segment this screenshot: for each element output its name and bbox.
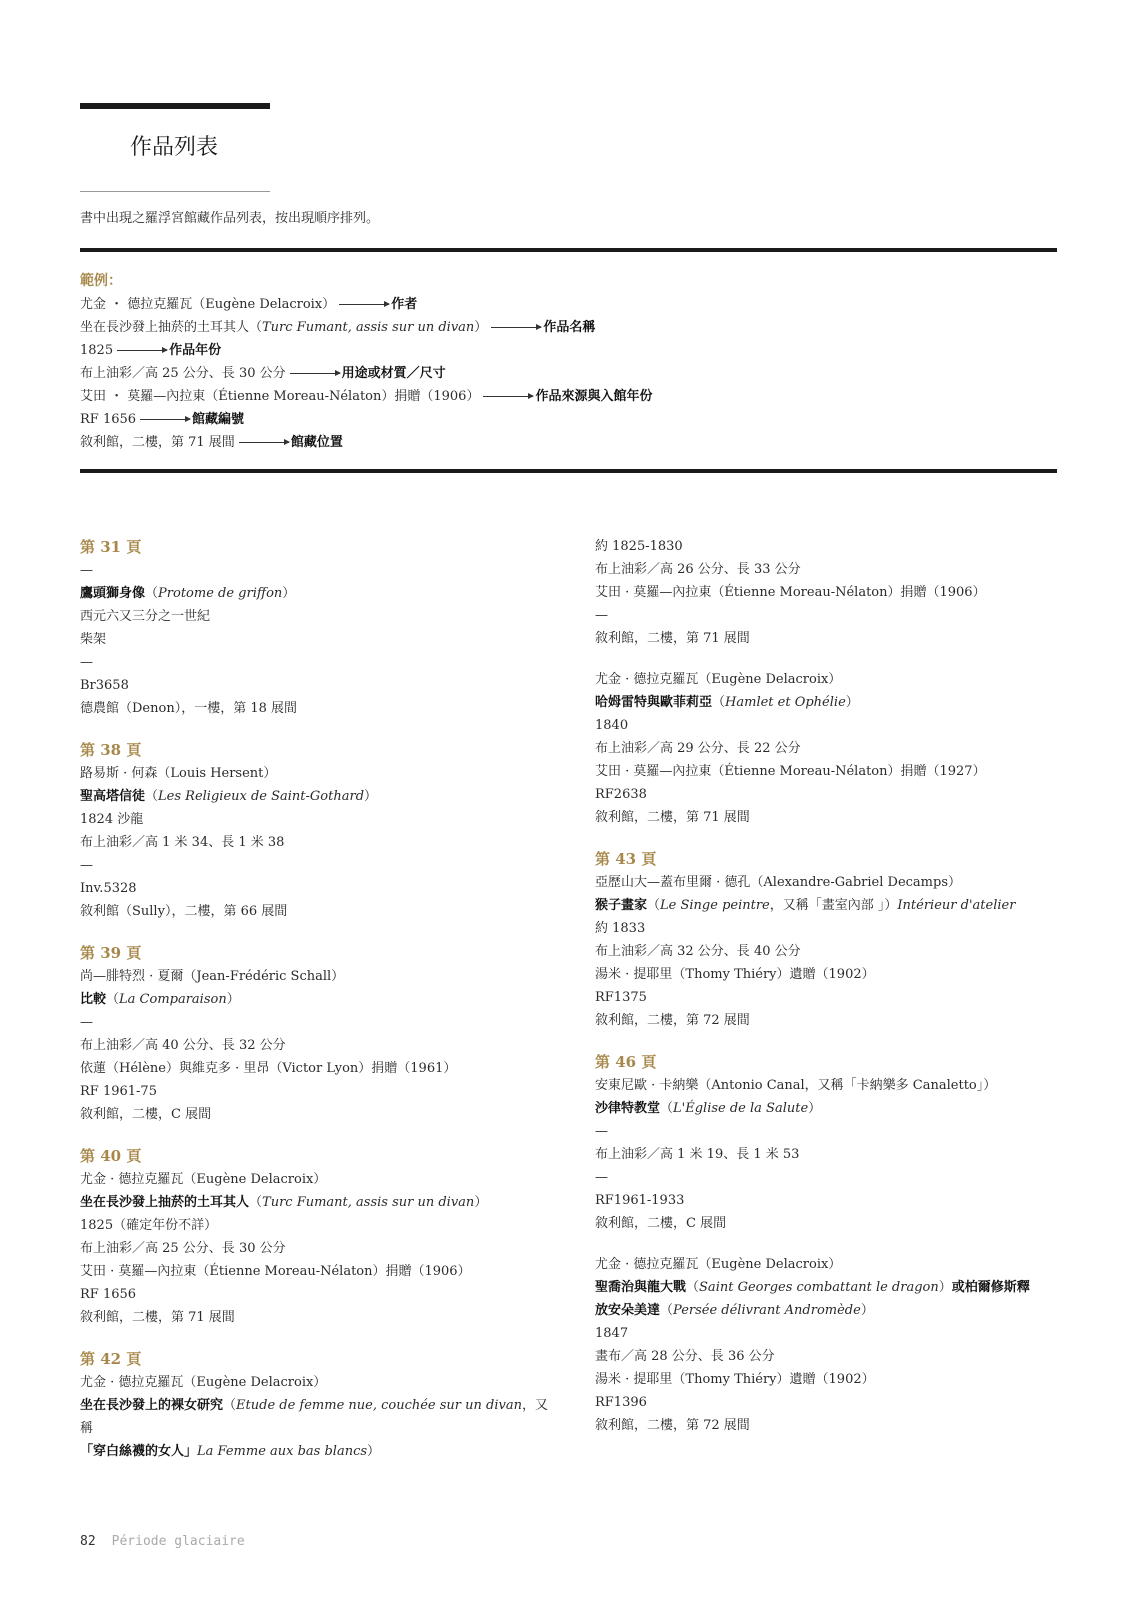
entry-line: RF 1961-75 — [80, 1084, 157, 1099]
legend-value: 布上油彩／高 25 公分、長 30 公分 — [80, 366, 286, 381]
legend-label: 用途或材質／尺寸 — [341, 366, 446, 381]
page-title: 作品列表 — [130, 135, 219, 160]
artwork-title: 比較 — [80, 992, 107, 1007]
catalog-entry — [80, 1144, 550, 1329]
legend-value: RF 1656 — [80, 412, 137, 427]
legend-row — [80, 339, 652, 362]
artwork-original-title: Hamlet et Ophélie — [725, 695, 846, 710]
entry-line: 布上油彩／高 32 公分、長 40 公分 — [595, 944, 801, 959]
artwork-original-title: Turc Fumant, assis sur un divan — [262, 1195, 475, 1210]
entry-line: 德農館（Denon），一樓，第 18 展間 — [80, 701, 297, 716]
artwork-title: 或柏爾修斯釋放安朵美達 — [595, 1280, 1030, 1318]
right-column — [595, 535, 1035, 1455]
punctuation: ） — [845, 695, 859, 710]
punctuation: （ — [249, 1195, 263, 1210]
legend-bottom-rule — [80, 469, 1057, 473]
catalog-entry — [80, 941, 550, 1126]
legend-label: 作品名稱 — [543, 320, 596, 335]
catalog-entry — [595, 1050, 1035, 1235]
entry-line: 敘利館，二樓，第 72 展間 — [595, 1418, 750, 1433]
catalog-entry — [595, 847, 1035, 1032]
title-underline — [80, 191, 270, 192]
entry-line: 布上油彩／高 1 米 19、長 1 米 53 — [595, 1147, 800, 1162]
entry-line: 艾田 · 莫羅—內拉東（Étienne Moreau-Nélaton）捐贈（1927） — [595, 764, 986, 779]
legend-arrow-icon — [491, 327, 541, 328]
legend-arrow-icon — [290, 373, 340, 374]
entry-line — [80, 582, 550, 605]
entry-line — [80, 988, 550, 1011]
catalog-entry — [595, 668, 1035, 829]
entry-line: 布上油彩／高 1 米 34、長 1 米 38 — [80, 835, 285, 850]
legend-arrow-icon — [483, 396, 533, 397]
artwork-original-title: Protome de griffon — [158, 586, 283, 601]
artwork-original-title: Persée délivrant Andromède — [673, 1303, 861, 1318]
entry-line: 敘利館，二樓，C 展間 — [595, 1216, 727, 1231]
punctuation: （ — [106, 992, 120, 1007]
entry-line: — — [80, 655, 93, 670]
legend-value: 敘利館，二樓，第 71 展間 — [80, 435, 235, 450]
artwork-original-title: Saint Georges combattant le dragon — [699, 1280, 939, 1295]
page-reference: 第 38 頁 — [80, 741, 142, 759]
artwork-title: 「穿白絲襪的女人」 — [80, 1444, 198, 1459]
entry-line: 西元六又三分之一世紀 — [80, 609, 211, 624]
entry-line: — — [80, 1015, 93, 1030]
entry-line: 1825（確定年份不詳） — [80, 1218, 218, 1233]
legend-row — [80, 316, 652, 339]
entry-line: 敘利館，二樓，C 展間 — [80, 1107, 212, 1122]
intro-text: 書中出現之羅浮宮館藏作品列表，按出現順序排列。 — [80, 211, 380, 226]
punctuation: （ — [686, 1280, 700, 1295]
page-reference: 第 31 頁 — [80, 538, 142, 556]
catalog-entry — [595, 1253, 1035, 1437]
legend-arrow-icon — [117, 350, 167, 351]
catalog-entry — [595, 535, 1035, 650]
entry-line: 依蓮（Hélène）與維克多 · 里昂（Victor Lyon）捐贈（1961） — [80, 1061, 457, 1076]
page-number: 82 — [80, 1534, 96, 1549]
entry-line: 布上油彩／高 25 公分、長 30 公分 — [80, 1241, 286, 1256]
legend-value: 艾田 ・ 莫羅—內拉東（Étienne Moreau-Nélaton）捐贈（1906） — [80, 389, 480, 404]
legend-label: 作者 — [391, 297, 418, 312]
legend-label: 作品年份 — [169, 343, 222, 358]
entry-line: 尤金 · 德拉克羅瓦（Eugène Delacroix） — [595, 1257, 842, 1272]
punctuation: 」） — [877, 898, 898, 913]
punctuation: （ — [712, 695, 726, 710]
entry-line: 湯米 · 提耶里（Thomy Thiéry）遺贈（1902） — [595, 967, 875, 982]
legend-value-suffix: ） — [474, 320, 488, 335]
catalog-entry — [80, 738, 550, 923]
entry-line: 艾田 · 莫羅—內拉東（Étienne Moreau-Nélaton）捐贈（1906） — [80, 1264, 471, 1279]
footer-title: Période glaciaire — [111, 1534, 245, 1549]
entry-line: 1840 — [595, 718, 629, 733]
artwork-title: 哈姆雷特與歐菲莉亞 — [595, 695, 713, 710]
punctuation: ） — [364, 789, 378, 804]
page-reference: 第 43 頁 — [595, 850, 657, 868]
punctuation: （ — [145, 789, 159, 804]
entry-line: RF1961-1933 — [595, 1193, 685, 1208]
punctuation: ） — [367, 1444, 381, 1459]
punctuation: ） — [808, 1101, 822, 1116]
punctuation: （ — [223, 1398, 237, 1413]
legend-label: 作品來源與入館年份 — [535, 389, 653, 404]
legend-value: 坐在長沙發上抽菸的土耳其人（ — [80, 320, 263, 335]
legend-row — [80, 362, 652, 385]
artwork-original-title: La Femme aux bas blancs — [197, 1444, 368, 1459]
entry-line: Br3658 — [80, 678, 129, 693]
punctuation: ） — [226, 992, 240, 1007]
page-reference: 第 39 頁 — [80, 944, 142, 962]
legend-arrow-icon — [339, 304, 389, 305]
entry-line: Inv.5328 — [80, 881, 137, 896]
punctuation: ） — [474, 1195, 488, 1210]
entry-line: 敘利館（Sully），二樓，第 66 展間 — [80, 904, 288, 919]
page-footer — [80, 1534, 245, 1549]
entry-line: 湯米 · 提耶里（Thomy Thiéry）遺贈（1902） — [595, 1372, 875, 1387]
entry-line: 約 1833 — [595, 921, 646, 936]
artwork-title: 聖高塔信徒 — [80, 789, 146, 804]
artwork-title: 猴子畫家 — [595, 898, 648, 913]
artwork-original-title: Intérieur d'atelier — [897, 898, 1016, 913]
punctuation: ） — [860, 1303, 874, 1318]
entry-line: 尚—腓特烈 · 夏爾（Jean-Frédéric Schall） — [80, 969, 345, 984]
legend-top-rule — [80, 248, 1057, 252]
entry-line: 路易斯 · 何森（Louis Hersent） — [80, 766, 277, 781]
entry-line: RF2638 — [595, 787, 647, 802]
entry-line: 布上油彩／高 29 公分、長 22 公分 — [595, 741, 801, 756]
entry-line: 布上油彩／高 26 公分、長 33 公分 — [595, 562, 801, 577]
legend-block — [80, 270, 652, 454]
entry-line — [595, 691, 1035, 714]
legend-arrow-icon — [239, 442, 289, 443]
entry-line: — — [595, 1124, 608, 1139]
page-reference: 第 42 頁 — [80, 1350, 142, 1368]
left-column — [80, 535, 550, 1481]
legend-row — [80, 408, 652, 431]
entry-line: RF 1656 — [80, 1287, 137, 1302]
legend-label: 館藏編號 — [192, 412, 245, 427]
entry-line: — — [80, 858, 93, 873]
punctuation: ，又稱「畫室內部 — [769, 898, 878, 913]
legend-row — [80, 385, 652, 408]
entry-line: 亞歷山大—蓋布里爾 · 德孔（Alexandre-Gabriel Decamps） — [595, 875, 961, 890]
artwork-original-title: La Comparaison — [119, 992, 227, 1007]
legend-arrow-icon — [140, 419, 190, 420]
legend-value: 尤金 ・ 德拉克羅瓦（Eugène Delacroix） — [80, 297, 336, 312]
entry-line: 尤金 · 德拉克羅瓦（Eugène Delacroix） — [80, 1172, 327, 1187]
page-reference: 第 46 頁 — [595, 1053, 657, 1071]
entry-line — [80, 1394, 550, 1440]
legend-rows — [80, 293, 652, 454]
title-top-bar — [80, 103, 270, 109]
legend-value: 1825 — [80, 343, 114, 358]
entry-line: 敘利館，二樓，第 71 展間 — [595, 631, 750, 646]
punctuation: ） — [282, 586, 296, 601]
legend-label: 館藏位置 — [290, 435, 343, 450]
entry-line: 敘利館，二樓，第 71 展間 — [595, 810, 750, 825]
entry-line: 柴架 — [80, 632, 107, 647]
punctuation: ） — [938, 1280, 952, 1295]
entry-line: 安東尼歐 · 卡納樂（Antonio Canal，又稱「卡納樂多 Canaletto」） — [595, 1078, 997, 1093]
entry-line: 敘利館，二樓，第 72 展間 — [595, 1013, 750, 1028]
punctuation: （ — [145, 586, 159, 601]
entry-line — [80, 1440, 550, 1463]
punctuation: （ — [647, 898, 661, 913]
entry-line — [595, 1276, 1035, 1322]
entry-line — [595, 1097, 1035, 1120]
entry-line: 尤金 · 德拉克羅瓦（Eugène Delacroix） — [595, 672, 842, 687]
punctuation: （ — [660, 1303, 674, 1318]
entry-line: — — [80, 563, 93, 578]
entry-line: 敘利館，二樓，第 71 展間 — [80, 1310, 235, 1325]
legend-value-italic: Turc Fumant, assis sur un divan — [262, 320, 475, 335]
entry-line: 約 1825-1830 — [595, 539, 683, 554]
entry-line — [80, 785, 550, 808]
entry-line — [595, 894, 1035, 917]
artwork-original-title: Le Singe peintre — [660, 898, 770, 913]
catalog-entry — [80, 1347, 550, 1463]
entry-line: 畫布／高 28 公分、長 36 公分 — [595, 1349, 775, 1364]
entry-line: 1824 沙龍 — [80, 812, 144, 827]
artwork-title: 坐在長沙發上的裸女研究 — [80, 1398, 224, 1413]
entry-line: 艾田 · 莫羅—內拉東（Étienne Moreau-Nélaton）捐贈（1906） — [595, 585, 986, 600]
artwork-original-title: L'Église de la Salute — [673, 1101, 809, 1116]
punctuation: ，又稱 — [80, 1398, 548, 1436]
artwork-title: 坐在長沙發上抽菸的土耳其人 — [80, 1195, 250, 1210]
legend-row — [80, 293, 652, 316]
entry-line: 1847 — [595, 1326, 629, 1341]
punctuation: （ — [660, 1101, 674, 1116]
entry-line: — — [595, 1170, 608, 1185]
artwork-title: 聖喬治與龍大戰 — [595, 1280, 687, 1295]
legend-heading: 範例： — [80, 273, 122, 289]
page-reference: 第 40 頁 — [80, 1147, 142, 1165]
entry-line — [80, 1191, 550, 1214]
artwork-original-title: Etude de femme nue, couchée sur un divan — [236, 1398, 522, 1413]
legend-row — [80, 431, 652, 454]
entry-line: 布上油彩／高 40 公分、長 32 公分 — [80, 1038, 286, 1053]
entry-line: RF1375 — [595, 990, 647, 1005]
catalog-entry — [80, 535, 550, 720]
entry-line: RF1396 — [595, 1395, 647, 1410]
artwork-title: 沙律特教堂 — [595, 1101, 661, 1116]
entry-line: — — [595, 608, 608, 623]
artwork-original-title: Les Religieux de Saint-Gothard — [158, 789, 365, 804]
entry-line: 尤金 · 德拉克羅瓦（Eugène Delacroix） — [80, 1375, 327, 1390]
artwork-title: 鷹頭獅身像 — [80, 586, 146, 601]
